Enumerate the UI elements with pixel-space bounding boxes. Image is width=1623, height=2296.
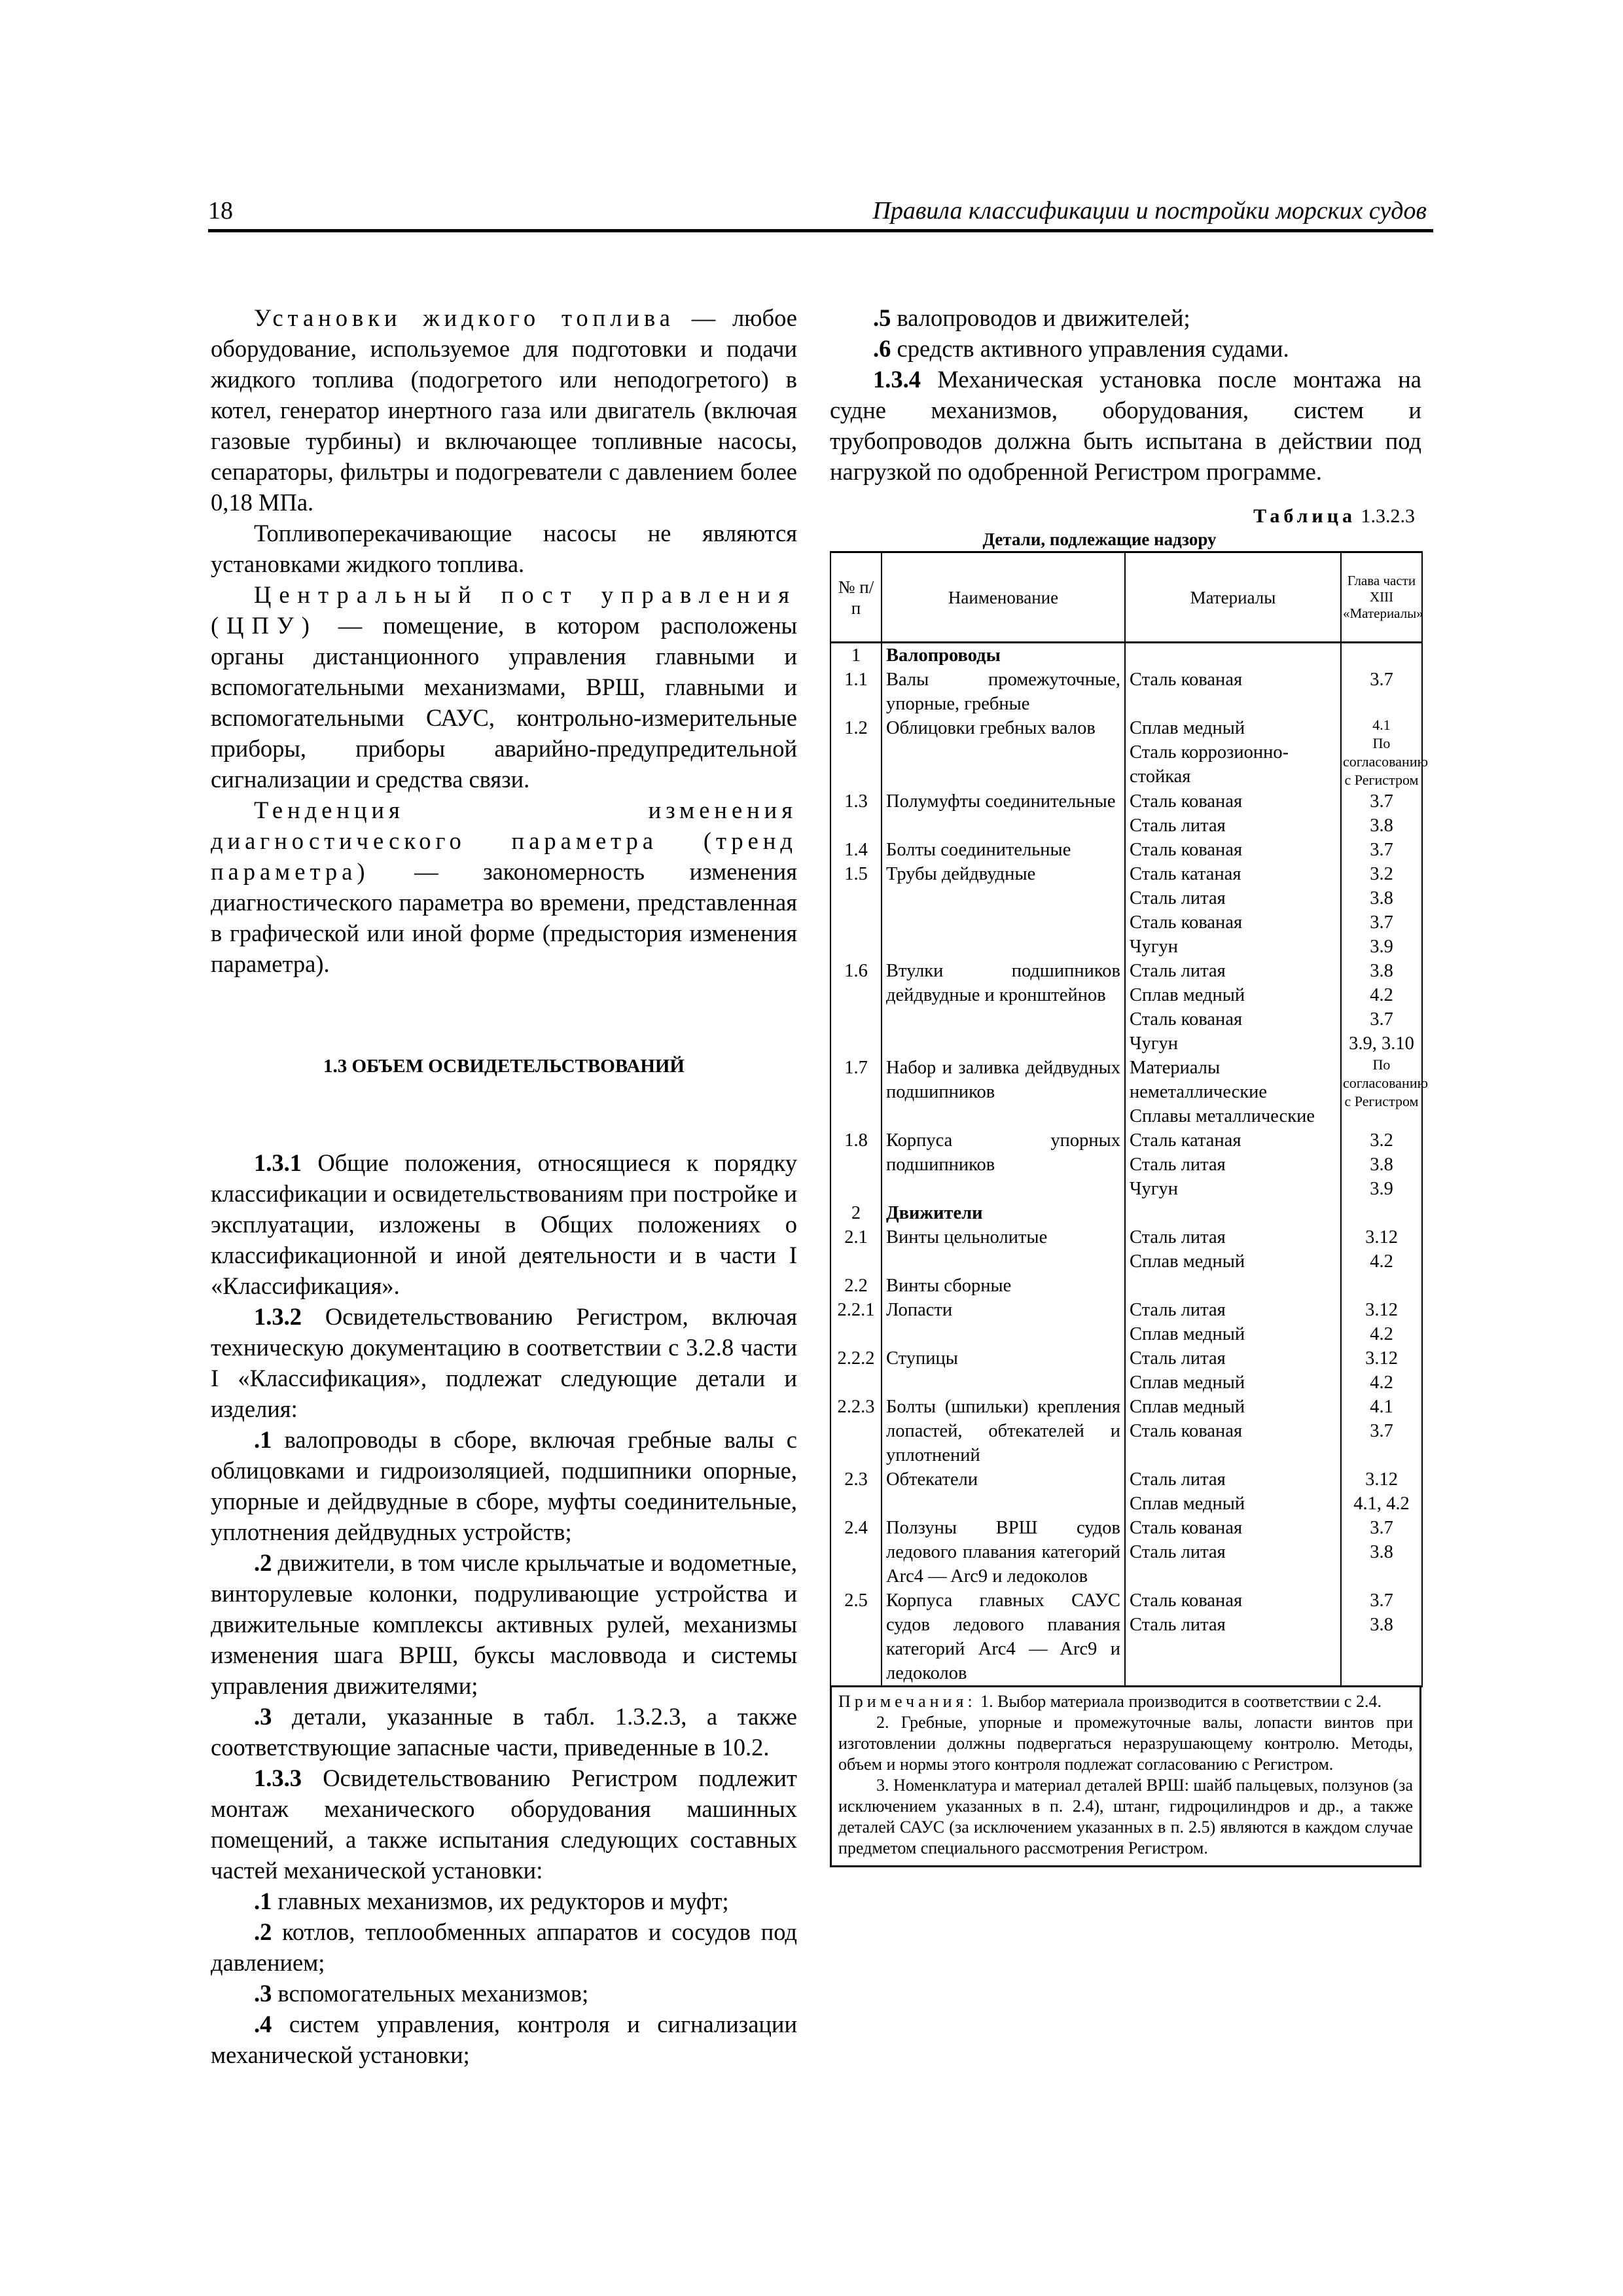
cell-name: Трубы дейдвудные (882, 862, 1125, 959)
table-title: Детали, подлежащие надзору (982, 529, 1217, 549)
cell-material: Сталь кованая (1125, 668, 1341, 716)
table-header-row (830, 552, 1422, 643)
cell-chapter: 3.7 3.8 (1341, 789, 1422, 838)
cell-material (1125, 643, 1341, 668)
cell-chapter (1341, 1274, 1422, 1298)
table-row (830, 1298, 1422, 1346)
cell-name: Обтекатели (882, 1467, 1125, 1516)
table-row (830, 716, 1422, 789)
list-item: .3 детали, указанные в табл. 1.3.2.3, а также соответствующие запасные части, приведенные в 10.2. (211, 1703, 797, 1761)
table-row (830, 1056, 1422, 1128)
cell-chapter: 3.2 3.8 3.7 3.9 (1341, 862, 1422, 959)
list-item: .2 движители, в том числе крыльчатые и водометные, винторулевые колонки, подруливающие устройства и движительные комплексы активных рулей, механизмы изменения шага ВРШ, буксы масловвода и системы управления движителями; (211, 1549, 797, 1699)
cell-name: Набор и заливка дейдвудных подшипников (882, 1056, 1125, 1128)
cell-material: Сталь литая Сплав медный Сталь кованая Чугун (1125, 959, 1341, 1056)
cell-number: 1 (830, 643, 882, 668)
table-row (830, 643, 1422, 668)
cell-material: Сплав медный Сталь кованая (1125, 1395, 1341, 1467)
cell-name: Винты сборные (882, 1274, 1125, 1298)
cell-name: Лопасти (882, 1298, 1125, 1346)
cell-number: 2.5 (830, 1588, 882, 1687)
list-item: .1 валопроводы в сборе, включая гребные валы с облицовками и гидроизоляцией, подшипники опорные, упорные и дейдвудные в сборе, муфты соединительные, уплотнения дейдвудных устройств; (211, 1426, 797, 1545)
clause-1-3-4: 1.3.4 Механическая установка после монтажа на судне механизмов, оборудования, систем и трубопроводов должна быть испытана в действии под нагрузкой по одобренной Регистром программе. (830, 366, 1421, 485)
cell-number: 2.2.3 (830, 1395, 882, 1467)
cell-material (1125, 1274, 1341, 1298)
cell-chapter: 3.7 3.8 (1341, 1588, 1422, 1687)
cell-number: 1.4 (830, 838, 882, 862)
cell-material: Сталь литая Сплав медный (1125, 1225, 1341, 1274)
cell-number: 1.1 (830, 668, 882, 716)
note: Примечания: 1. Выбор материала производится в соответствии с 2.4. (838, 1692, 1382, 1711)
table-row (830, 1128, 1422, 1201)
table-row (830, 1395, 1422, 1467)
cell-name: Болты (шпильки) крепления лопастей, обтекателей и уплотнений (882, 1395, 1125, 1467)
cell-chapter: 3.12 4.2 (1341, 1346, 1422, 1395)
table-caption: Таблица 1.3.2.3 (1253, 505, 1415, 527)
clause-1-3-1: 1.3.1 Общие положения, относящиеся к порядку классификации и освидетельствованиям при постройке и эксплуатации, изложены в Общих положениях о классификационной и иной деятельности и в части I «Классификация». (211, 1149, 797, 1299)
cell-name: Движители (882, 1201, 1125, 1225)
cell-number: 2.3 (830, 1467, 882, 1516)
section-title: 1.3 ОБЪЕМ ОСВИДЕТЕЛЬСТВОВАНИЙ (323, 1056, 685, 1077)
cell-chapter (1341, 643, 1422, 668)
cell-chapter: 3.12 4.2 (1341, 1225, 1422, 1274)
cell-material: Сталь литая Сплав медный (1125, 1346, 1341, 1395)
cell-number: 2.2 (830, 1274, 882, 1298)
cell-number: 2.4 (830, 1516, 882, 1588)
cell-material (1125, 1201, 1341, 1225)
cell-chapter: 3.2 3.8 3.9 (1341, 1128, 1422, 1201)
table-row (830, 1588, 1422, 1687)
paragraph: Топливоперекачивающие насосы не являются установками жидкого топлива. (211, 520, 797, 577)
definition-control-station: Центральный пост управления (ЦПУ) — помещение, в котором расположены органы дистанционного управления главными и вспомогательными механизмами, ВРШ, главными и вспомогательными САУС, контрольно-измерительные приборы, приборы аварийно-предупредительной сигнализации и средства связи. (211, 581, 797, 793)
column-header-number: № п/п (830, 552, 882, 643)
list-item: .2 котлов, теплообменных аппаратов и сосудов под давлением; (211, 1918, 797, 1976)
cell-name: Ползуны ВРШ судов ледового плавания категорий Arc4 — Arc9 и ледоколов (882, 1516, 1125, 1588)
list-item: .5 валопроводов и движителей; (873, 304, 1190, 331)
cell-number: 1.3 (830, 789, 882, 838)
list-item: .3 вспомогательных механизмов; (254, 1980, 589, 2007)
term: Тенденция изменения диагностического параметра (тренд параметра) (211, 797, 797, 885)
cell-name: Винты цельнолитые (882, 1225, 1125, 1274)
cell-chapter: 4.1 3.7 (1341, 1395, 1422, 1467)
cell-material: Сплав медный Сталь коррозионно-стойкая (1125, 716, 1341, 789)
cell-chapter: 3.8 4.2 3.7 3.9, 3.10 (1341, 959, 1422, 1056)
cell-name: Болты соединительные (882, 838, 1125, 862)
left-column (211, 302, 797, 2070)
cell-material: Сталь литая Сплав медный (1125, 1298, 1341, 1346)
cell-name: Корпуса упорных подшипников (882, 1128, 1125, 1201)
cell-chapter: 4.1 По согласованию с Регистром (1341, 716, 1422, 789)
cell-chapter (1341, 1201, 1422, 1225)
table-row (830, 959, 1422, 1056)
cell-name: Валы промежуточные, упорные, гребные (882, 668, 1125, 716)
cell-number: 2.2.2 (830, 1346, 882, 1395)
cell-material: Сталь кованая Сталь литая (1125, 789, 1341, 838)
cell-material: Сталь литая Сплав медный (1125, 1467, 1341, 1516)
table-row (830, 1274, 1422, 1298)
cell-material: Сталь катаная Сталь литая Чугун (1125, 1128, 1341, 1201)
right-column (830, 302, 1429, 1867)
table-notes (830, 1687, 1421, 1867)
cell-material: Сталь кованая (1125, 838, 1341, 862)
list-item: .6 средств активного управления судами. (873, 335, 1289, 362)
cell-chapter: 3.12 4.1, 4.2 (1341, 1467, 1422, 1516)
table-row (830, 838, 1422, 862)
column-header-material: Материалы (1125, 552, 1341, 643)
table-row (830, 862, 1422, 959)
cell-name: Облицовки гребных валов (882, 716, 1125, 789)
cell-name: Втулки подшипников дейдвудные и кронштейнов (882, 959, 1125, 1056)
parts-table (830, 551, 1429, 1687)
cell-number: 2 (830, 1201, 882, 1225)
cell-name: Корпуса главных САУС судов ледового плавания категорий Arc4 — Arc9 и ледоколов (882, 1588, 1125, 1687)
table-row (830, 789, 1422, 838)
header-rule (208, 229, 1433, 232)
cell-chapter: 3.12 4.2 (1341, 1298, 1422, 1346)
cell-material: Сталь кованая Сталь литая (1125, 1588, 1341, 1687)
cell-number: 2.2.1 (830, 1298, 882, 1346)
table-row (830, 668, 1422, 716)
cell-name: Ступицы (882, 1346, 1125, 1395)
cell-number: 1.7 (830, 1056, 882, 1128)
note: 3. Номенклатура и материал деталей ВРШ: шайб пальцевых, ползунов (за исключением указанных в п. 2.4), штанг, гидроцилиндров и др., а также деталей САУС (за исключением указанных в п. 2.5) являются в каждом случае предметом специального рассмотрения Регистром. (838, 1776, 1413, 1857)
column-header-chapter: Глава части XIII «Материалы» (1341, 552, 1422, 643)
cell-number: 1.2 (830, 716, 882, 789)
cell-number: 1.5 (830, 862, 882, 959)
cell-chapter: 3.7 (1341, 838, 1422, 862)
definition-trend: Тенденция изменения диагностического параметра (тренд параметра) — закономерность изменения диагностического параметра во времени, представленная в графической или иной форме (предыстория изменения параметра). (211, 797, 797, 977)
cell-number: 1.6 (830, 959, 882, 1056)
running-title: Правила классификации и постройки морских судов (872, 197, 1427, 224)
note: 2. Гребные, упорные и промежуточные валы, лопасти винтов при изготовлении должны подвергаться неразрушающему контролю. Методы, объем и нормы этого контроля подлежат согласованию с Регистром. (838, 1713, 1413, 1774)
clause-1-3-2: 1.3.2 Освидетельствованию Регистром, включая техническую документацию в соответствии с 3.2.8 части I «Классификация», подлежат следующие детали и изделия: (211, 1303, 797, 1422)
term: Установки жидкого топлива (254, 304, 675, 331)
clause-1-3-3: 1.3.3 Освидетельствованию Регистром подлежит монтаж механического оборудования машинных помещений, а также испытания следующих составных частей механической установки: (211, 1765, 797, 1884)
cell-number: 2.1 (830, 1225, 882, 1274)
term: Центральный пост управления (ЦПУ) (211, 581, 797, 639)
cell-chapter: 3.7 3.8 (1341, 1516, 1422, 1588)
table-row (830, 1201, 1422, 1225)
table-row (830, 1467, 1422, 1516)
cell-chapter: 3.7 (1341, 668, 1422, 716)
table-row (830, 1346, 1422, 1395)
cell-name: Валопроводы (882, 643, 1125, 668)
cell-material: Сталь кованая Сталь литая (1125, 1516, 1341, 1588)
table-row (830, 1516, 1422, 1588)
cell-name: Полумуфты соединительные (882, 789, 1125, 838)
cell-number: 1.8 (830, 1128, 882, 1201)
cell-material: Сталь катаная Сталь литая Сталь кованая Чугун (1125, 862, 1341, 959)
cell-material: Материалы неметаллические Сплавы металлические (1125, 1056, 1341, 1128)
table-row (830, 1225, 1422, 1274)
cell-chapter: По согласованию с Регистром (1341, 1056, 1422, 1128)
page-number: 18 (208, 197, 233, 224)
definition-fuel-installations: Установки жидкого топлива — любое оборудование, используемое для подготовки и подачи жидкого топлива (подогретого или неподогретого) в котел, генератор инертного газа или двигатель (включая газовые турбины) и включающее топливные насосы, сепараторы, фильтры и подогреватели с давлением более 0,18 МПа. (211, 304, 797, 516)
column-header-name: Наименование (882, 552, 1125, 643)
list-item: .1 главных механизмов, их редукторов и муфт; (254, 1888, 729, 1914)
table-body (830, 643, 1429, 1687)
list-item: .4 систем управления, контроля и сигнализации механической установки; (211, 2011, 797, 2068)
